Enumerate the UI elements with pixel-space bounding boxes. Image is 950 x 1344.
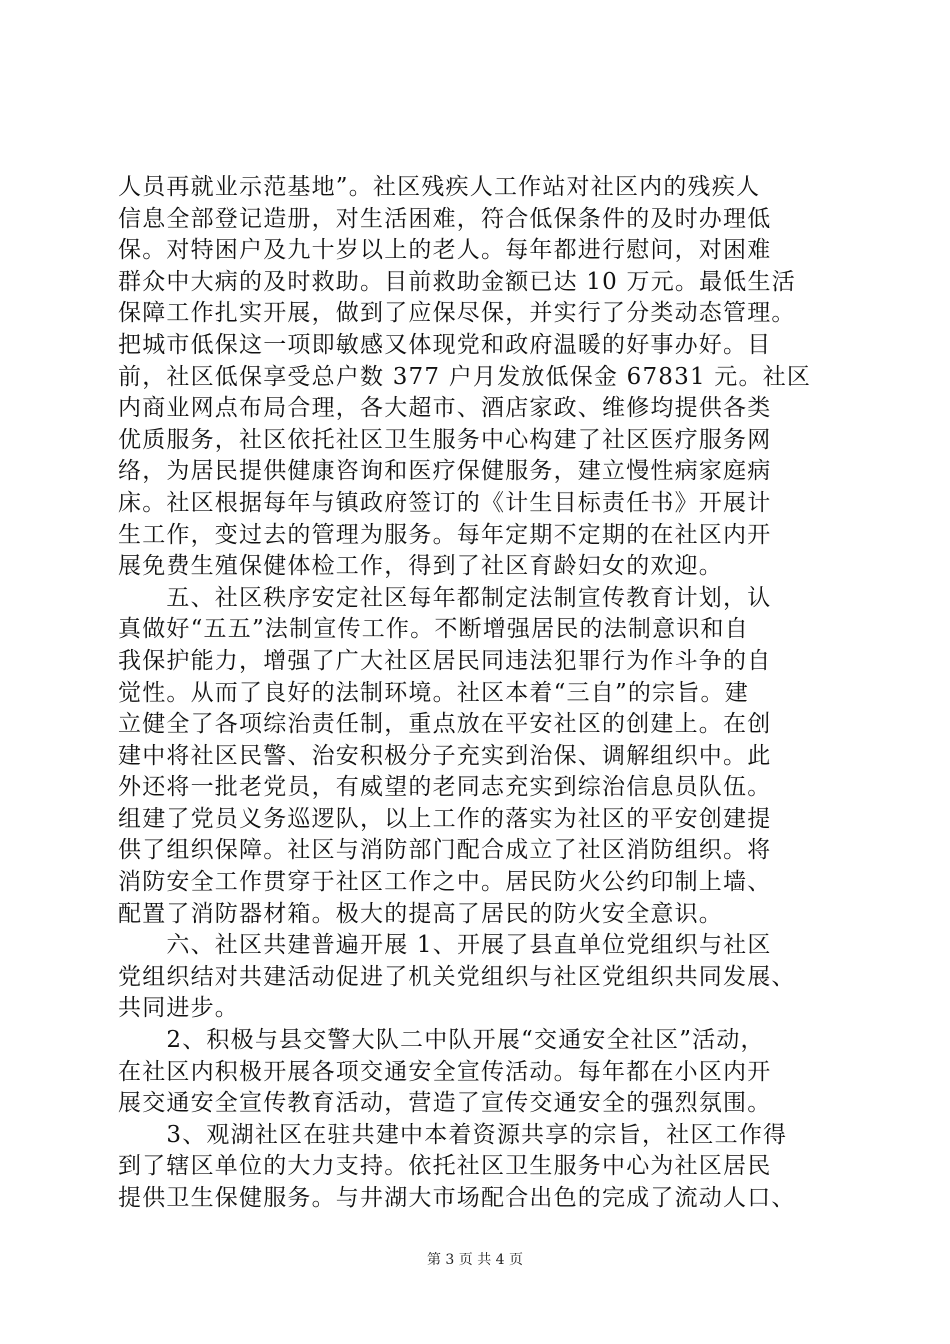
text-line: 六、社区共建普遍开展 1、开展了县直单位党组织与社区 bbox=[118, 932, 772, 959]
text-line: 保。对特困户及九十岁以上的老人。每年都进行慰问，对困难 bbox=[118, 237, 772, 264]
text-line: 立健全了各项综治责任制，重点放在平安社区的创建上。在创 bbox=[118, 711, 772, 738]
text-line: 供了组织保障。社区与消防部门配合成立了社区消防组织。将 bbox=[118, 837, 772, 864]
text-line: 2、积极与县交警大队二中队开展“交通安全社区”活动， bbox=[118, 1027, 765, 1054]
text-line: 保障工作扎实开展，做到了应保尽保，并实行了分类动态管理。 bbox=[118, 300, 796, 327]
text-line: 生工作，变过去的管理为服务。每年定期不定期的在社区内开 bbox=[118, 521, 772, 548]
text-line: 3、观湖社区在驻共建中本着资源共享的宗旨，社区工作得 bbox=[118, 1121, 788, 1148]
text-line: 展免费生殖保健体检工作，得到了社区育龄妇女的欢迎。 bbox=[118, 553, 723, 580]
text-line: 信息全部登记造册，对生活困难，符合低保条件的及时办理低 bbox=[118, 205, 772, 232]
text-line: 展交通安全宣传教育活动，营造了宣传交通安全的强烈氛围。 bbox=[118, 1090, 772, 1117]
text-line: 络，为居民提供健康咨询和医疗保健服务，建立慢性病家庭病 bbox=[118, 458, 772, 485]
text-line: 到了辖区单位的大力支持。依托社区卫生服务中心为社区居民 bbox=[118, 1153, 772, 1180]
text-line: 真做好“五五”法制宣传工作。不断增强居民的法制意识和自 bbox=[118, 616, 749, 643]
text-line: 觉性。从而了良好的法制环境。社区本着“三自”的宗旨。建 bbox=[118, 679, 749, 706]
text-line: 提供卫生保健服务。与井湖大市场配合出色的完成了流动人口、 bbox=[118, 1185, 796, 1211]
text-line: 把城市低保这一项即敏感又体现党和政府温暖的好事办好。目 bbox=[118, 331, 772, 358]
text-line: 在社区内积极开展各项交通安全宣传活动。每年都在小区内开 bbox=[118, 1058, 772, 1085]
text-line: 外还将一批老党员，有威望的老同志充实到综治信息员队伍。 bbox=[118, 774, 772, 801]
text-line: 配置了消防器材箱。极大的提高了居民的防火安全意识。 bbox=[118, 900, 723, 927]
text-line: 内商业网点布局合理，各大超市、酒店家政、维修均提供各类 bbox=[118, 395, 772, 422]
text-line: 共同进步。 bbox=[118, 995, 239, 1022]
text-line: 床。社区根据每年与镇政府签订的《计生目标责任书》开展计 bbox=[118, 489, 772, 516]
text-line: 五、社区秩序安定社区每年都制定法制宣传教育计划，认 bbox=[118, 584, 772, 611]
text-line: 前，社区低保享受总户数 377 户月发放低保金 67831 元。社区 bbox=[118, 363, 812, 390]
text-line: 建中将社区民警、治安积极分子充实到治保、调解组织中。此 bbox=[118, 742, 772, 769]
text-line: 党组织结对共建活动促进了机关党组织与社区党组织共同发展、 bbox=[118, 963, 796, 990]
text-line: 优质服务，社区依托社区卫生服务中心构建了社区医疗服务网 bbox=[118, 426, 772, 453]
text-line: 消防安全工作贯穿于社区工作之中。居民防火公约印制上墙、 bbox=[118, 869, 772, 896]
text-line: 群众中大病的及时救助。目前救助金额已达 10 万元。最低生活 bbox=[118, 268, 796, 295]
page-footer: 第 3 页 共 4 页 bbox=[426, 1252, 524, 1268]
text-line: 我保护能力，增强了广大社区居民同违法犯罪行为作斗争的自 bbox=[118, 647, 772, 674]
text-line: 人员再就业示范基地”。社区残疾人工作站对社区内的残疾人 bbox=[118, 174, 761, 200]
document-body bbox=[118, 172, 858, 1215]
text-line: 组建了党员义务巡逻队，以上工作的落实为社区的平安创建提 bbox=[118, 805, 772, 832]
